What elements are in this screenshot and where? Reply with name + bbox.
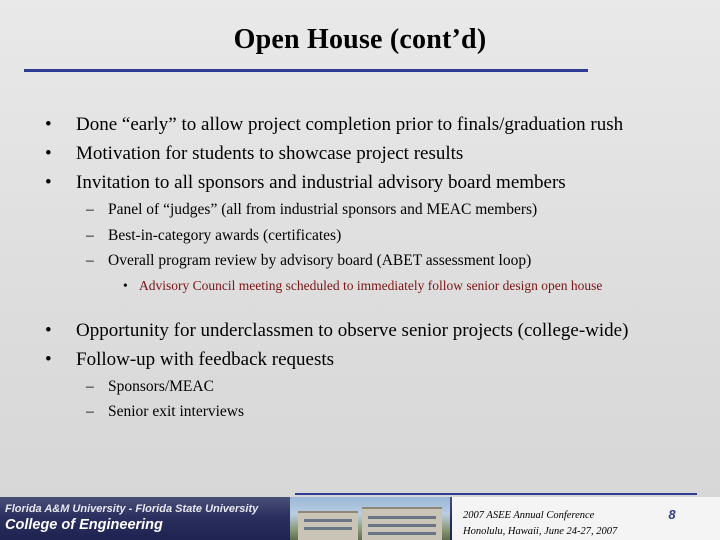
- bullet-text: Follow-up with feedback requests: [76, 349, 335, 370]
- dash-marker: –: [86, 227, 94, 244]
- bullet-text: Opportunity for underclassmen to observe senior projects (college-wide): [76, 320, 629, 341]
- building-photo: [290, 497, 450, 540]
- footer-rule: [295, 493, 697, 495]
- bullet-marker: •: [123, 278, 128, 293]
- dash-marker: –: [86, 201, 94, 218]
- conference-info: [463, 508, 617, 540]
- bullet-marker: •: [45, 349, 52, 370]
- sub-bullet-text: Sponsors/MEAC: [108, 378, 214, 395]
- sub-bullet-text: Panel of “judges” (all from industrial sponsors and MEAC members): [108, 201, 538, 218]
- conference-title: 2007 ASEE Annual Conference: [463, 510, 595, 521]
- bullet-marker: •: [45, 114, 52, 135]
- bullet-text: Done “early” to allow project completion prior to finals/graduation rush: [76, 114, 624, 135]
- dash-marker: –: [86, 378, 94, 395]
- footer-branding: [5, 503, 275, 534]
- college-name: College of Engineering: [5, 517, 163, 533]
- university-name: Florida A&M University - Florida State University: [5, 503, 259, 515]
- dash-marker: –: [86, 403, 94, 420]
- sub-bullet-text: Overall program review by advisory board (ABET assessment loop): [108, 252, 532, 269]
- sub-bullet-text: Senior exit interviews: [108, 403, 245, 420]
- bullet-marker: •: [45, 143, 52, 164]
- conference-location: Honolulu, Hawaii, June 24-27, 2007: [463, 526, 618, 537]
- sub-bullet-text: Best-in-category awards (certificates): [108, 227, 342, 244]
- sub-sub-bullet-text: Advisory Council meeting scheduled to immediately follow senior design open house: [139, 278, 603, 293]
- slide-title: Open House (cont’d): [233, 24, 487, 55]
- dash-marker: –: [86, 252, 94, 269]
- bullet-text: Motivation for students to showcase project results: [76, 143, 464, 164]
- bullet-marker: •: [45, 320, 52, 341]
- bullet-marker: •: [45, 172, 52, 193]
- page-number: 8: [668, 507, 676, 522]
- bullet-text: Invitation to all sponsors and industrial advisory board members: [76, 172, 566, 193]
- title-underline: [24, 69, 588, 72]
